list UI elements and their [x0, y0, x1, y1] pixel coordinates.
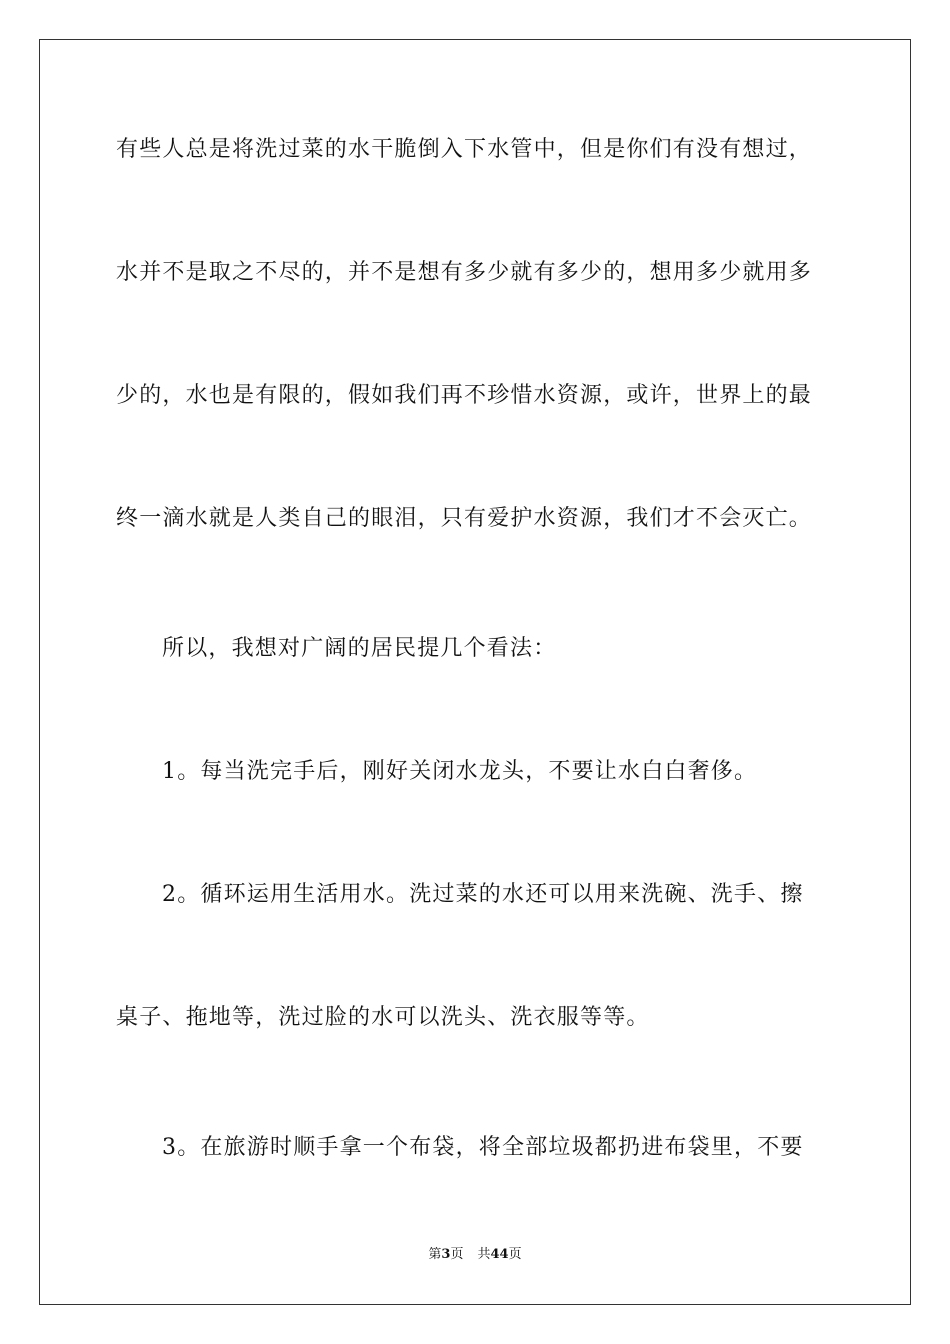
- page-prefix: 第: [428, 1247, 442, 1262]
- page-suffix: 页: [450, 1247, 464, 1262]
- total-suffix: 页: [508, 1247, 522, 1262]
- paragraph-intro: 所以，我想对广阔的居民提几个看法：: [162, 636, 557, 661]
- total-prefix: 共: [477, 1247, 491, 1262]
- list-item-1: 1。每当洗完手后，刚好关闭水龙头，不要让水白白奢侈。: [162, 759, 758, 784]
- paragraph-line-1: 有些人总是将洗过菜的水干脆倒入下水管中，但是你们有没有想过，: [116, 137, 813, 162]
- paragraph-line-3: 少的，水也是有限的，假如我们再不珍惜水资源，或许，世界上的最: [116, 383, 813, 408]
- paragraph-line-4: 终一滴水就是人类自己的眼泪，只有爱护水资源，我们才不会灭亡。: [116, 506, 813, 531]
- list-item-2-line-2: 桌子、拖地等，洗过脸的水可以洗头、洗衣服等等。: [116, 1005, 650, 1030]
- page-number: 3: [441, 1247, 451, 1262]
- list-item-2-line-1: 2。循环运用生活用水。洗过菜的水还可以用来洗碗、洗手、擦: [162, 882, 804, 907]
- total-pages: 44: [490, 1247, 509, 1262]
- paragraph-line-2: 水并不是取之不尽的，并不是想有多少就有多少的，想用多少就用多: [116, 260, 813, 285]
- list-item-3-line-1: 3。在旅游时顺手拿一个布袋，将全部垃圾都扔进布袋里，不要: [162, 1135, 804, 1160]
- page-footer: [0, 1246, 950, 1264]
- page-border: [39, 39, 911, 1305]
